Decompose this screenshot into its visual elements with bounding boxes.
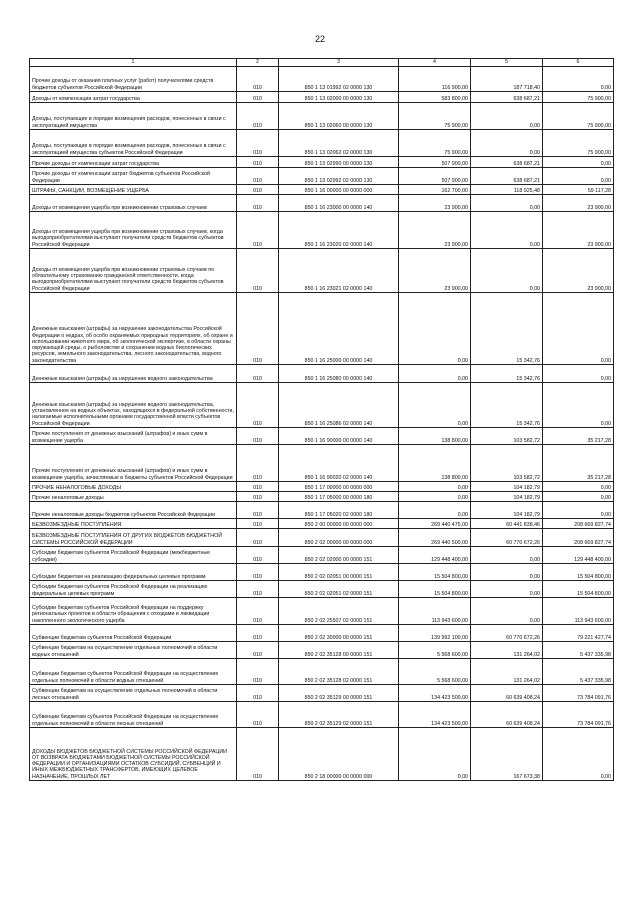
row-executed-cell: 15 342,76 [471, 365, 543, 383]
table-row [30, 502, 614, 519]
row-executed-cell: 131 264,02 [471, 642, 543, 659]
row-name-cell: БЕЗВОЗМЕЗДНЫЕ ПОСТУПЛЕНИЯ ОТ ДРУГИХ БЮДЖЕТОВ БЮДЖЕТНОЙ СИСТЕМЫ РОССИЙСКОЙ ФЕДЕРАЦИИ [30, 529, 237, 547]
row-approved-cell: 0,00 [399, 492, 471, 502]
row-approved-cell: 15 504 800,00 [399, 564, 471, 581]
row-budget-code-cell: 850 2 18 00000 00 0000 000 [279, 728, 399, 781]
row-executed-cell: 60 770 672,26 [471, 529, 543, 547]
row-line-code-cell: 010 [237, 642, 279, 659]
row-budget-code-cell: 850 1 13 02060 00 0000 130 [279, 103, 399, 130]
row-approved-cell: 113 943 600,00 [399, 598, 471, 625]
row-approved-cell: 139 992 100,00 [399, 625, 471, 642]
row-approved-cell: 0,00 [399, 482, 471, 492]
table-row [30, 445, 614, 482]
row-executed-cell: 638 687,21 [471, 157, 543, 168]
table-row [30, 702, 614, 728]
row-unexecuted-cell: 75 900,00 [543, 130, 614, 157]
row-budget-code-cell: 850 2 02 35129 02 0000 151 [279, 702, 399, 728]
row-executed-cell: 15 342,76 [471, 293, 543, 365]
row-unexecuted-cell: 0,00 [543, 492, 614, 502]
row-name-cell: Прочие доходы от оказания платных услуг (работ) получателями средств бюджетов субъектов Российской Федерации [30, 67, 237, 92]
row-name-cell: Денежные взыскания (штрафы) за нарушение законодательства Российской Федерации о недрах, об особо охраняемых природных территориях, об охране и использовании животного мира, об экологической экспертизе, в области охраны окружающей среды, о рыболовстве и сохранении водных биологических ресурсов, земельного законодательства, лесного законодательства, водного законодательства [30, 293, 237, 365]
row-executed-cell: 60 770 672,26 [471, 625, 543, 642]
row-unexecuted-cell: 23 900,00 [543, 249, 614, 293]
row-name-cell: ШТРАФЫ, САНКЦИИ, ВОЗМЕЩЕНИЕ УЩЕРБА [30, 185, 237, 195]
row-unexecuted-cell: 35 217,28 [543, 445, 614, 482]
row-name-cell: БЕЗВОЗМЕЗДНЫЕ ПОСТУПЛЕНИЯ [30, 519, 237, 529]
row-budget-code-cell: 850 1 13 02000 00 0000 130 [279, 92, 399, 103]
row-name-cell: Прочие неналоговые доходы [30, 492, 237, 502]
row-executed-cell: 104 182,79 [471, 482, 543, 492]
table-row [30, 92, 614, 103]
row-unexecuted-cell: 75 900,00 [543, 92, 614, 103]
row-executed-cell: 131 264,02 [471, 659, 543, 685]
row-budget-code-cell: 850 1 13 02062 02 0000 130 [279, 130, 399, 157]
row-approved-cell: 129 448 400,00 [399, 547, 471, 564]
row-line-code-cell: 010 [237, 185, 279, 195]
row-executed-cell: 118 925,48 [471, 185, 543, 195]
row-line-code-cell: 010 [237, 92, 279, 103]
row-approved-cell: 162 700,00 [399, 185, 471, 195]
row-line-code-cell: 010 [237, 564, 279, 581]
row-unexecuted-cell: 5 437 335,98 [543, 659, 614, 685]
row-approved-cell: 23 900,00 [399, 195, 471, 212]
table-row [30, 130, 614, 157]
row-line-code-cell: 010 [237, 445, 279, 482]
table-row [30, 564, 614, 581]
row-executed-cell: 0,00 [471, 581, 543, 598]
table-row [30, 67, 614, 92]
row-approved-cell: 5 568 600,00 [399, 659, 471, 685]
row-name-cell: Субсидии бюджетам субъектов Российской Федерации на поддержку региональных проектов в области обращения с отходами и ликвидации накопленного экологического ущерба [30, 598, 237, 625]
row-name-cell: Прочие доходы от компенсации затрат государства [30, 157, 237, 168]
row-approved-cell: 269 440 475,00 [399, 519, 471, 529]
row-budget-code-cell: 850 1 17 05000 00 0000 180 [279, 492, 399, 502]
row-approved-cell: 75 900,00 [399, 130, 471, 157]
column-header: 6 [543, 59, 614, 67]
row-executed-cell: 0,00 [471, 212, 543, 249]
row-budget-code-cell: 850 2 02 35128 00 0000 151 [279, 642, 399, 659]
table-row [30, 728, 614, 781]
row-name-cell: Субсидии бюджетам на реализацию федеральных целевых программ [30, 564, 237, 581]
row-executed-cell: 638 687,21 [471, 168, 543, 185]
row-line-code-cell: 010 [237, 67, 279, 92]
row-line-code-cell: 010 [237, 293, 279, 365]
column-header: 4 [399, 59, 471, 67]
row-unexecuted-cell: 23 900,00 [543, 212, 614, 249]
row-unexecuted-cell: 0,00 [543, 728, 614, 781]
row-name-cell: Доходы от возмещения ущерба при возникновении страховых случаев по обязательному страхованию гражданской ответственности, когда выгодоприобретателями выступают получатели средств бюджетов субъектов Российской Федерации [30, 249, 237, 293]
row-name-cell: Субсидии бюджетам субъектов Российской Федерации (межбюджетные субсидии) [30, 547, 237, 564]
table-row [30, 293, 614, 365]
row-budget-code-cell: 850 1 16 23021 02 0000 140 [279, 249, 399, 293]
row-line-code-cell: 010 [237, 519, 279, 529]
row-executed-cell: 167 673,38 [471, 728, 543, 781]
row-budget-code-cell: 850 1 16 25000 00 0000 140 [279, 293, 399, 365]
row-unexecuted-cell: 113 943 600,00 [543, 598, 614, 625]
row-approved-cell: 134 423 500,00 [399, 685, 471, 702]
row-budget-code-cell: 850 2 02 02051 02 0000 151 [279, 581, 399, 598]
row-line-code-cell: 010 [237, 547, 279, 564]
row-unexecuted-cell: 208 669 827,74 [543, 519, 614, 529]
row-approved-cell: 138 800,00 [399, 445, 471, 482]
row-executed-cell: 0,00 [471, 598, 543, 625]
row-executed-cell: 15 342,76 [471, 383, 543, 428]
row-unexecuted-cell: 5 437 335,98 [543, 642, 614, 659]
row-budget-code-cell: 850 1 16 90020 02 0000 140 [279, 445, 399, 482]
row-unexecuted-cell: 15 504 800,00 [543, 581, 614, 598]
row-budget-code-cell: 850 1 13 02990 00 0000 130 [279, 157, 399, 168]
table-row [30, 383, 614, 428]
row-budget-code-cell: 850 2 02 35128 02 0000 151 [279, 659, 399, 685]
row-budget-code-cell: 850 2 02 00000 00 0000 000 [279, 529, 399, 547]
row-name-cell: Субвенции бюджетам на осуществление отдельных полномочий в области водных отношений [30, 642, 237, 659]
row-line-code-cell: 010 [237, 428, 279, 445]
row-line-code-cell: 010 [237, 529, 279, 547]
row-name-cell: Прочие доходы от компенсации затрат бюджетов субъектов Российской Федерации [30, 168, 237, 185]
row-name-cell: Субвенции бюджетам на осуществление отдельных полномочий в области лесных отношений [30, 685, 237, 702]
row-approved-cell: 269 440 500,00 [399, 529, 471, 547]
table-row [30, 642, 614, 659]
row-unexecuted-cell: 79 221 427,74 [543, 625, 614, 642]
row-approved-cell: 15 504 800,00 [399, 581, 471, 598]
table-body [30, 67, 614, 781]
row-line-code-cell: 010 [237, 195, 279, 212]
row-line-code-cell: 010 [237, 157, 279, 168]
row-name-cell: Доходы от возмещения ущерба при возникновении страховых случаев [30, 195, 237, 212]
row-line-code-cell: 010 [237, 383, 279, 428]
row-executed-cell: 187 718,40 [471, 67, 543, 92]
row-unexecuted-cell: 0,00 [543, 365, 614, 383]
row-line-code-cell: 010 [237, 625, 279, 642]
row-budget-code-cell: 850 2 02 02000 00 0000 151 [279, 547, 399, 564]
column-number-header-row [30, 59, 614, 67]
table-row [30, 157, 614, 168]
row-approved-cell: 75 900,00 [399, 103, 471, 130]
row-executed-cell: 638 687,21 [471, 92, 543, 103]
row-unexecuted-cell: 23 900,00 [543, 195, 614, 212]
row-line-code-cell: 010 [237, 212, 279, 249]
row-unexecuted-cell: 59 117,28 [543, 185, 614, 195]
row-executed-cell: 103 582,72 [471, 428, 543, 445]
row-unexecuted-cell: 0,00 [543, 293, 614, 365]
row-line-code-cell: 010 [237, 492, 279, 502]
row-name-cell: Субвенции бюджетам субъектов Российской Федерации на осуществление отдельных полномочий в области лесных отношений [30, 702, 237, 728]
row-unexecuted-cell: 73 784 091,76 [543, 702, 614, 728]
row-line-code-cell: 010 [237, 581, 279, 598]
row-unexecuted-cell: 73 784 091,76 [543, 685, 614, 702]
row-line-code-cell: 010 [237, 502, 279, 519]
row-line-code-cell: 010 [237, 249, 279, 293]
row-executed-cell: 103 582,72 [471, 445, 543, 482]
row-line-code-cell: 010 [237, 130, 279, 157]
row-budget-code-cell: 850 1 13 01992 02 0000 130 [279, 67, 399, 92]
row-budget-code-cell: 850 1 16 23000 00 0000 140 [279, 195, 399, 212]
row-line-code-cell: 010 [237, 659, 279, 685]
row-executed-cell: 60 639 408,24 [471, 702, 543, 728]
column-header: 5 [471, 59, 543, 67]
row-name-cell: Прочие поступления от денежных взысканий (штрафов) и иных сумм в возмещение ущерба, зачисляемые в бюджеты субъектов Российской Федерации [30, 445, 237, 482]
table-row [30, 482, 614, 492]
row-name-cell: Прочие поступления от денежных взысканий (штрафов) и иных сумм в возмещение ущерба [30, 428, 237, 445]
row-unexecuted-cell: 0,00 [543, 383, 614, 428]
row-approved-cell: 23 900,00 [399, 249, 471, 293]
row-line-code-cell: 010 [237, 103, 279, 130]
row-unexecuted-cell: 0,00 [543, 157, 614, 168]
row-executed-cell: 104 182,79 [471, 492, 543, 502]
row-budget-code-cell: 850 1 16 25080 00 0000 140 [279, 365, 399, 383]
row-approved-cell: 134 423 500,00 [399, 702, 471, 728]
row-budget-code-cell: 850 1 16 90000 00 0000 140 [279, 428, 399, 445]
table-row [30, 529, 614, 547]
row-approved-cell: 138 800,00 [399, 428, 471, 445]
row-name-cell: Субсидии бюджетам субъектов Российской Федерации на реализацию федеральных целевых программ [30, 581, 237, 598]
row-executed-cell: 60 441 838,46 [471, 519, 543, 529]
row-approved-cell: 23 900,00 [399, 212, 471, 249]
revenue-table [29, 58, 614, 781]
row-executed-cell: 0,00 [471, 249, 543, 293]
row-unexecuted-cell: 0,00 [543, 168, 614, 185]
row-executed-cell: 104 182,79 [471, 502, 543, 519]
row-line-code-cell: 010 [237, 702, 279, 728]
row-budget-code-cell: 850 2 02 02051 00 0000 151 [279, 564, 399, 581]
row-line-code-cell: 010 [237, 685, 279, 702]
row-budget-code-cell: 850 1 16 00000 00 0000 000 [279, 185, 399, 195]
row-unexecuted-cell: 75 900,00 [543, 103, 614, 130]
table-row [30, 249, 614, 293]
row-name-cell: ПРОЧИЕ НЕНАЛОГОВЫЕ ДОХОДЫ [30, 482, 237, 492]
row-approved-cell: 583 800,00 [399, 92, 471, 103]
table-row [30, 685, 614, 702]
row-approved-cell: 0,00 [399, 365, 471, 383]
row-name-cell: Денежные взыскания (штрафы) за нарушение водного законодательства [30, 365, 237, 383]
row-name-cell: Субвенции бюджетам субъектов Российской Федерации на осуществление отдельных полномочий в области водных отношений [30, 659, 237, 685]
row-unexecuted-cell: 0,00 [543, 482, 614, 492]
column-header: 2 [237, 59, 279, 67]
row-approved-cell: 0,00 [399, 728, 471, 781]
table-row [30, 519, 614, 529]
row-name-cell: ДОХОДЫ БЮДЖЕТОВ БЮДЖЕТНОЙ СИСТЕМЫ РОССИЙСКОЙ ФЕДЕРАЦИИ ОТ ВОЗВРАТА БЮДЖЕТАМИ БЮДЖЕТНОЙ СИСТЕМЫ РОССИЙСКОЙ ФЕДЕРАЦИИ И ОРГАНИЗАЦИЯМИ ОСТАТКОВ СУБСИДИЙ, СУБВЕНЦИЙ И ИНЫХ МЕЖБЮДЖЕТНЫХ ТРАНСФЕРТОВ, ИМЕЮЩИХ ЦЕЛЕВОЕ НАЗНАЧЕНИЕ, ПРОШЛЫХ ЛЕТ [30, 728, 237, 781]
table-row [30, 659, 614, 685]
column-header: 3 [279, 59, 399, 67]
row-unexecuted-cell: 0,00 [543, 67, 614, 92]
row-budget-code-cell: 850 1 17 00000 00 0000 000 [279, 482, 399, 492]
row-budget-code-cell: 850 2 02 35129 00 0000 151 [279, 685, 399, 702]
row-line-code-cell: 010 [237, 168, 279, 185]
row-name-cell: Доходы от возмещения ущерба при возникновении страховых случаев, когда выгодоприобретателями выступают получатели средств бюджетов субъектов Российской Федерации [30, 212, 237, 249]
row-name-cell: Прочие неналоговые доходы бюджетов субъектов Российской Федерации [30, 502, 237, 519]
row-executed-cell: 60 639 408,24 [471, 685, 543, 702]
table-row [30, 581, 614, 598]
row-name-cell: Доходы от компенсации затрат государства [30, 92, 237, 103]
row-approved-cell: 116 900,00 [399, 67, 471, 92]
row-name-cell: Доходы, поступающие в порядке возмещения расходов, понесенных в связи с эксплуатацией имущества [30, 103, 237, 130]
row-executed-cell: 0,00 [471, 547, 543, 564]
row-name-cell: Доходы, поступающие в порядке возмещения расходов, понесенных в связи с эксплуатацией имущества субъектов Российской Федерации [30, 130, 237, 157]
row-unexecuted-cell: 0,00 [543, 502, 614, 519]
table-row [30, 168, 614, 185]
row-executed-cell: 0,00 [471, 130, 543, 157]
row-budget-code-cell: 850 1 13 02992 02 0000 130 [279, 168, 399, 185]
table-row [30, 195, 614, 212]
row-executed-cell: 0,00 [471, 103, 543, 130]
row-budget-code-cell: 850 2 02 25507 02 0000 151 [279, 598, 399, 625]
row-approved-cell: 507 900,00 [399, 157, 471, 168]
table-row [30, 492, 614, 502]
table-row [30, 428, 614, 445]
row-name-cell: Субвенции бюджетам субъектов Российской Федерации [30, 625, 237, 642]
row-budget-code-cell: 850 1 16 25086 02 0000 140 [279, 383, 399, 428]
row-unexecuted-cell: 129 448 400,00 [543, 547, 614, 564]
row-line-code-cell: 010 [237, 598, 279, 625]
row-approved-cell: 507 900,00 [399, 168, 471, 185]
row-approved-cell: 0,00 [399, 383, 471, 428]
table-row [30, 103, 614, 130]
row-approved-cell: 0,00 [399, 293, 471, 365]
row-executed-cell: 0,00 [471, 195, 543, 212]
row-approved-cell: 5 568 600,00 [399, 642, 471, 659]
row-line-code-cell: 010 [237, 482, 279, 492]
row-unexecuted-cell: 208 669 827,74 [543, 529, 614, 547]
row-executed-cell: 0,00 [471, 564, 543, 581]
row-name-cell: Денежные взыскания (штрафы) за нарушение водного законодательства, установленное на водных объектах, находящихся в федеральной собственности, налагаемые исполнительными органами государственной власти субъектов Российской Федерации [30, 383, 237, 428]
row-budget-code-cell: 850 1 17 05020 02 0000 180 [279, 502, 399, 519]
row-budget-code-cell: 850 2 02 30000 00 0000 151 [279, 625, 399, 642]
table-row [30, 365, 614, 383]
column-header: 1 [30, 59, 237, 67]
row-budget-code-cell: 850 1 16 23020 02 0000 140 [279, 212, 399, 249]
table-row [30, 625, 614, 642]
row-budget-code-cell: 850 2 00 00000 00 0000 000 [279, 519, 399, 529]
row-approved-cell: 0,00 [399, 502, 471, 519]
row-line-code-cell: 010 [237, 365, 279, 383]
table-row [30, 185, 614, 195]
row-line-code-cell: 010 [237, 728, 279, 781]
table-row [30, 598, 614, 625]
row-unexecuted-cell: 35 217,28 [543, 428, 614, 445]
table-row [30, 212, 614, 249]
page-number: 22 [314, 34, 325, 44]
row-unexecuted-cell: 15 504 800,00 [543, 564, 614, 581]
table-row [30, 547, 614, 564]
